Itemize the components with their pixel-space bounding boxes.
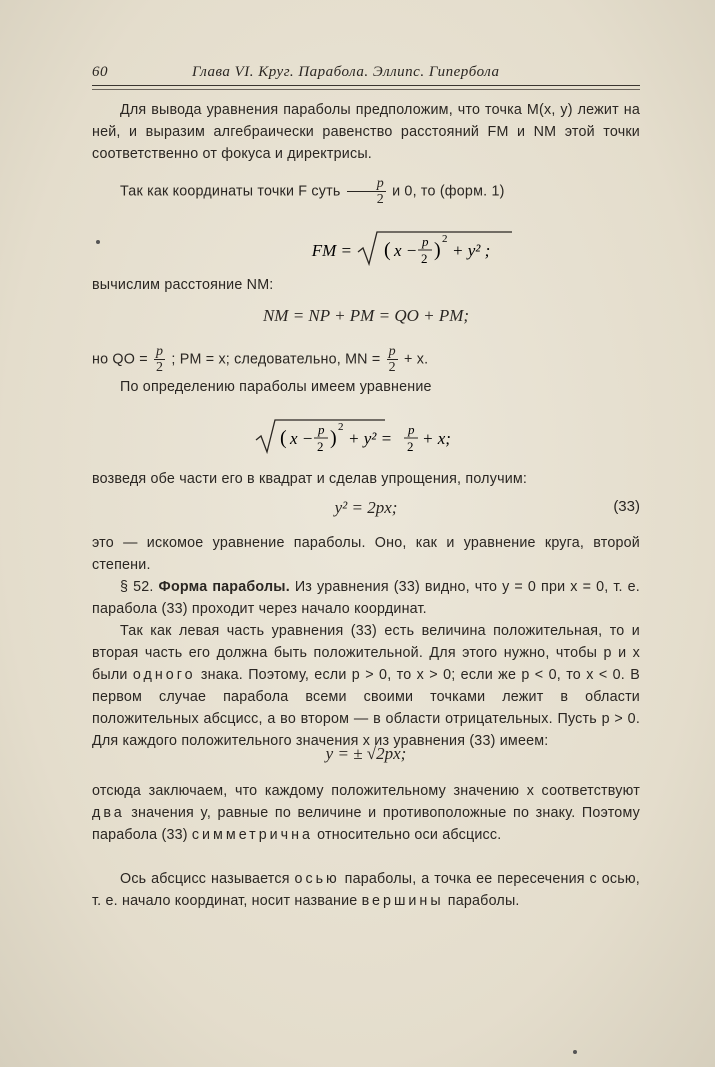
- svg-text:2: 2: [407, 439, 414, 454]
- svg-text:+ x;: + x;: [422, 429, 451, 448]
- paragraph-focus-coords: [92, 176, 640, 207]
- header-rule-thin: [92, 89, 640, 90]
- equation-text: y² = 2px;: [334, 498, 398, 517]
- equation-fm: [92, 226, 640, 272]
- section-number: § 52.: [120, 579, 154, 595]
- text-fragment: и 0, то (форм. 1): [392, 183, 505, 200]
- paragraph-definition: [92, 376, 640, 398]
- svg-text:p: p: [408, 422, 415, 437]
- spaced-emphasis: симметрична: [191, 827, 313, 843]
- svg-text:2: 2: [317, 439, 324, 454]
- text-fragment: относительно оси абсцисс.: [317, 827, 502, 843]
- equation-y-plusminus: [92, 744, 640, 764]
- equation-nm: [92, 306, 640, 326]
- fraction-p-over-2: $\frac{p}{2}$: [155, 344, 164, 375]
- svg-text:+ y² ;: + y² ;: [452, 241, 491, 260]
- svg-text:(: (: [384, 239, 391, 261]
- paragraph-text: возведя обе части его в квадрат и сделав упрощения, получим:: [92, 471, 528, 487]
- svg-text:FM =: FM =: [311, 241, 352, 260]
- section-title: Форма параболы.: [158, 579, 290, 595]
- text-fragment: Так как координаты точки F суть: [120, 183, 341, 200]
- svg-text:2: 2: [442, 233, 448, 245]
- equation-text: y = ± √2px;: [325, 744, 407, 763]
- section-52: [92, 576, 640, 620]
- paragraph-text: это — искомое уравнение параболы. Оно, как и уравнение круга, второй степени.: [92, 535, 640, 573]
- fraction-p-over-2: $\frac{p}{2}$: [388, 344, 396, 375]
- fraction-p-over-2: $\frac{p}{2}$: [347, 176, 386, 207]
- equation-number: (33): [613, 498, 640, 515]
- print-speck: [96, 240, 100, 244]
- text-fragment: параболы.: [447, 893, 520, 909]
- svg-text:p: p: [318, 422, 325, 437]
- svg-text:x −: x −: [394, 241, 418, 260]
- paragraph-sign: [92, 620, 640, 752]
- svg-text:(: (: [280, 427, 287, 449]
- text-fragment: значения y, равные по величине и противоположные по знаку. Поэтому парабола (33): [92, 805, 640, 843]
- text-fragment: + x.: [404, 351, 429, 368]
- paragraph-symmetry: [92, 780, 640, 846]
- equation-33: [92, 498, 640, 518]
- text-fragment: параболы, а точка ее пересечения с осью, т. е. начало координат, носит название: [92, 871, 640, 909]
- paragraph-nm: [92, 274, 640, 296]
- paragraph-text: Для вывода уравнения параболы предположим, что точка M(x, y) лежит на ней, и выразим алгебраически равенство расстояний FM и NM этой точки соответственно от фокуса и директрисы.: [92, 102, 640, 162]
- paragraph-text: вычислим расстояние NM:: [92, 277, 274, 293]
- header-rule: [92, 85, 640, 86]
- svg-text:2: 2: [338, 421, 344, 433]
- svg-text:): ): [330, 427, 337, 449]
- print-speck: [573, 1050, 577, 1054]
- paragraph-qo: [92, 344, 640, 375]
- text-fragment: отсюда заключаем, что каждому положительному значению x соответствуют: [92, 783, 640, 799]
- text-fragment: Ось абсцисс называется: [120, 871, 290, 887]
- text-fragment: Так как левая часть уравнения (33) есть величина положительная, то и вторая часть его должна быть положительной. Для этого нужно, чтобы p и x были: [92, 623, 640, 683]
- text-fragment: ; PM = x; следовательно, MN =: [171, 351, 381, 368]
- spaced-emphasis: вершины: [361, 893, 444, 909]
- spaced-emphasis: два: [92, 805, 125, 821]
- text-fragment: знака. Поэтому, если p > 0, то x > 0; если же p < 0, то x < 0. В первом случае парабола всеми своими точками лежит в области положительных абсцисс, а во втором — в области отрицательных. Пусть p > 0. Для каждого положительного значения x из уравнения (33) имеем:: [92, 667, 640, 749]
- paragraph-axis-vertex: [92, 868, 640, 912]
- spaced-emphasis: осью: [294, 871, 340, 887]
- paragraph-conclusion: [92, 532, 640, 576]
- spaced-emphasis: одного: [132, 667, 196, 683]
- paragraph-derivation-intro: [92, 99, 640, 165]
- svg-text:2: 2: [421, 251, 428, 266]
- svg-text:x −: x −: [290, 429, 314, 448]
- running-title: Глава VI. Круг. Парабола. Эллипс. Гипербола: [192, 64, 500, 80]
- equation-text: NM = NP + PM = QO + PM;: [262, 306, 470, 325]
- svg-text:): ): [434, 239, 441, 261]
- equation-parabola-definition: [92, 410, 640, 458]
- text-fragment: но QO =: [92, 351, 148, 368]
- text-fragment: Из уравнения (33) видно, что y = 0 при x = 0, т. е. парабола (33) проходит через начало координат.: [92, 579, 640, 617]
- page-number: 60: [92, 64, 108, 80]
- svg-text:+ y² =: + y² =: [348, 429, 393, 448]
- paragraph-text: По определению параболы имеем уравнение: [120, 379, 432, 395]
- svg-text:p: p: [422, 234, 429, 249]
- paragraph-squaring: [92, 468, 640, 490]
